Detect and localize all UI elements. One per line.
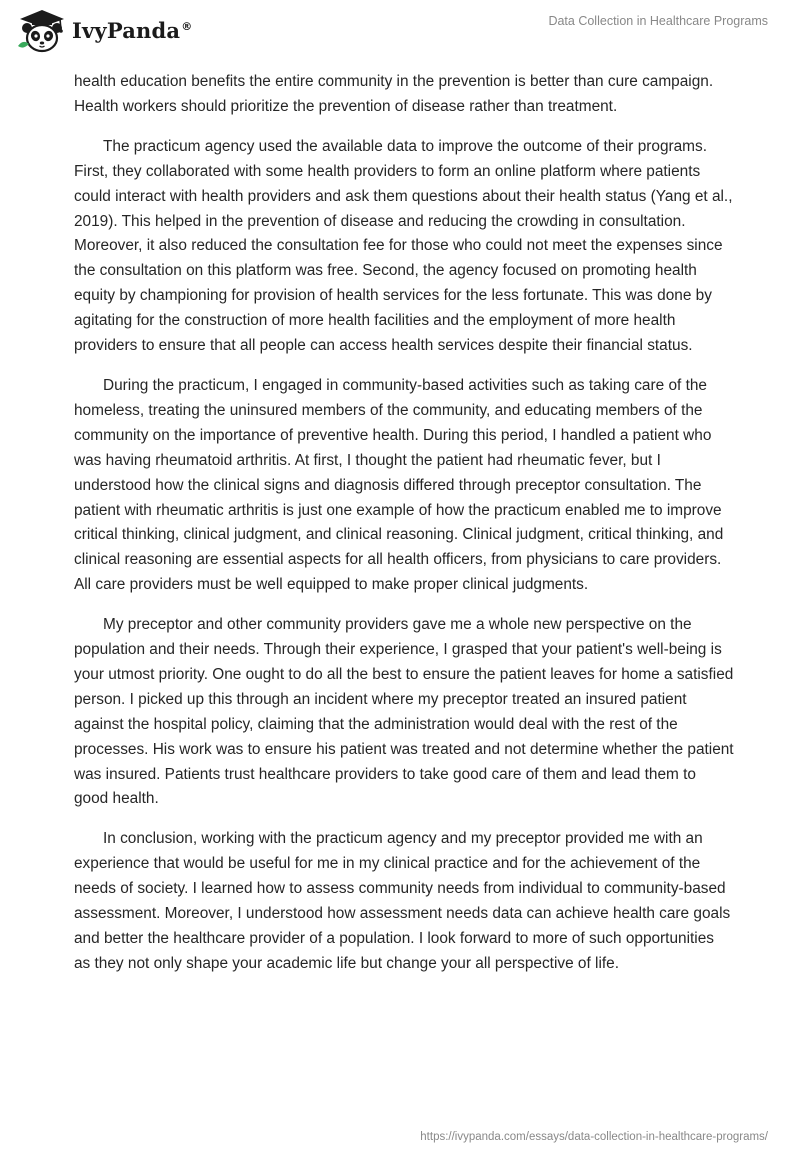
paragraph: My preceptor and other community providers gave me a whole new perspective on the population and their needs. Through their experience, I grasped that your patient's well-being is your utmost priority. One ought to do all the best to ensure the patient leaves for home a satisfied person. I picked up this through an incident where my preceptor treated an insured patient against the hospital policy, claiming that the administration would deal with the rest of the processes. His work was to ensure his patient was treated and not determine whether the patient was insured. Patients trust healthcare providers to take good care of them and lead them to good health. bbox=[74, 616, 734, 808]
panda-graduate-icon bbox=[14, 6, 66, 54]
document-title: Data Collection in Healthcare Programs bbox=[548, 14, 768, 28]
page-header bbox=[0, 0, 800, 64]
essay-body bbox=[74, 70, 734, 992]
paragraph: The practicum agency used the available data to improve the outcome of their programs. First, they collaborated with some health providers to form an online platform where patients could interact with health providers and ask them questions about their health status (Yang et al., 2019). This helped in the prevention of disease and reducing the crowding in consultation. Moreover, it also reduced the consultation fee for those who could not meet the expenses since the consultation on this platform was free. Second, the agency focused on promoting health equity by championing for provision of health services for the less fortunate. This was done by agitating for the construction of more health facilities and the employment of more health providers to ensure that all people can access health services despite their financial status. bbox=[74, 137, 733, 355]
paragraph-continuation: health education benefits the entire community in the prevention is better than cure campaign. Health workers should prioritize the prevention of disease rather than treatment. bbox=[74, 73, 714, 115]
source-url-link[interactable]: https://ivypanda.com/essays/data-collection-in-healthcare-programs/ bbox=[420, 1131, 768, 1143]
paragraph: In conclusion, working with the practicum agency and my preceptor provided me with an experience that would be useful for me in my clinical practice and for the achievement of the needs of society. I learned how to assess community needs from individual to community-based assessment. Moreover, I understood how assessment needs data can achieve health care goals and better the healthcare provider of a population. I look forward to more of such opportunities as they not only shape your academic life but change your all perspective of life. bbox=[74, 830, 731, 972]
logo-wordmark: IvyPanda® bbox=[72, 17, 193, 43]
ivypanda-logo[interactable] bbox=[14, 6, 192, 54]
paragraph: During the practicum, I engaged in community-based activities such as taking care of the homeless, treating the uninsured members of the community, and educating members of the community on the importance of preventive health. During this period, I handled a patient who was having rheumatoid arthritis. At first, I thought the patient had rheumatic fever, but I understood how the clinical signs and diagnosis differed through preceptor consultation. The patient with rheumatic arthritis is just one example of how the practicum enabled me to improve critical thinking, clinical judgment, and clinical reasoning. Clinical judgment, critical thinking, and clinical reasoning are essential aspects for all health officers, from physicians to care providers. All care providers must be well equipped to make proper clinical judgments. bbox=[74, 376, 724, 594]
